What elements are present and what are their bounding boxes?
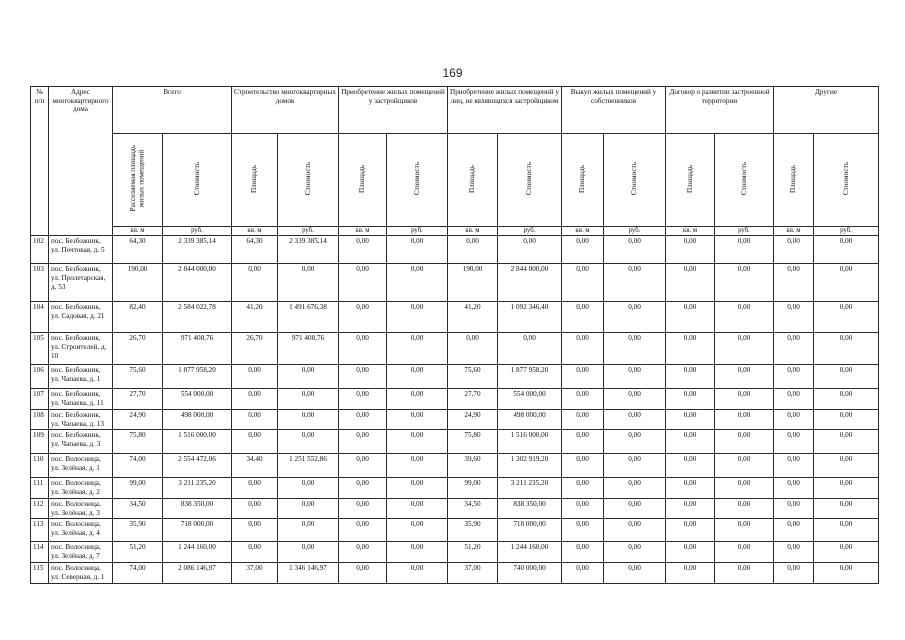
- table-row: [31, 236, 879, 264]
- subheader-cost: [278, 134, 339, 227]
- cost-value: 0,00: [387, 264, 448, 302]
- row-address: пос. Волосница, ул. Северная, д. 1: [49, 562, 113, 583]
- subheader-cost: [163, 134, 232, 227]
- cost-value: 718 000,00: [163, 519, 232, 542]
- cost-value: 2 844 000,00: [163, 264, 232, 302]
- cost-value: 718 000,00: [498, 519, 562, 542]
- table-row: [31, 519, 879, 542]
- cost-value: 2 554 472,06: [163, 454, 232, 478]
- area-value: 75,60: [113, 365, 163, 389]
- area-value: 64,30: [113, 236, 163, 264]
- cost-value: 554 000,00: [498, 389, 562, 410]
- area-value: 51,20: [113, 542, 163, 563]
- cost-value: 0,00: [278, 430, 339, 454]
- cost-value: 0,00: [715, 498, 774, 519]
- area-value: 0,00: [562, 264, 604, 302]
- cost-value: 0,00: [604, 302, 666, 333]
- area-value: 0,00: [666, 562, 715, 583]
- housing-resettlement-table: [30, 86, 879, 584]
- area-value: 0,00: [562, 409, 604, 430]
- cost-value: 0,00: [387, 519, 448, 542]
- area-value: 0,00: [774, 430, 814, 454]
- area-value: 0,00: [666, 519, 715, 542]
- area-value: 0,00: [666, 302, 715, 333]
- area-value: 0,00: [339, 498, 387, 519]
- cost-value: 0,00: [715, 264, 774, 302]
- cost-value: 0,00: [604, 236, 666, 264]
- cost-value: 0,00: [715, 333, 774, 365]
- header-address: Адрес многоквартирного дома: [49, 87, 113, 236]
- subheader-label: Стоимость: [303, 162, 312, 196]
- row-number: 112: [31, 498, 49, 519]
- cost-value: 971 408,76: [278, 333, 339, 365]
- cost-value: 0,00: [814, 478, 879, 499]
- cost-value: 3 211 235,20: [163, 478, 232, 499]
- area-value: 0,00: [232, 430, 278, 454]
- area-value: 0,00: [232, 498, 278, 519]
- cost-value: 0,00: [814, 389, 879, 410]
- cost-value: 1 877 958,20: [498, 365, 562, 389]
- subheader-area: [232, 134, 278, 227]
- area-value: 0,00: [339, 264, 387, 302]
- area-value: 74,00: [113, 454, 163, 478]
- area-value: 0,00: [774, 498, 814, 519]
- cost-value: 3 211 235,20: [498, 478, 562, 499]
- unit-cell: руб.: [814, 227, 879, 236]
- area-value: 0,00: [774, 478, 814, 499]
- area-value: 0,00: [666, 409, 715, 430]
- area-value: 0,00: [232, 519, 278, 542]
- cost-value: 838 350,00: [498, 498, 562, 519]
- cost-value: 0,00: [604, 365, 666, 389]
- area-value: 0,00: [666, 454, 715, 478]
- area-value: 0,00: [666, 365, 715, 389]
- cost-value: 1 516 000,00: [163, 430, 232, 454]
- unit-cell: руб.: [715, 227, 774, 236]
- subheader-cost: [814, 134, 879, 227]
- area-value: 64,30: [232, 236, 278, 264]
- table-row: [31, 454, 879, 478]
- area-value: 0,00: [774, 389, 814, 410]
- area-value: 0,00: [774, 562, 814, 583]
- cost-value: 0,00: [604, 430, 666, 454]
- table-row: [31, 562, 879, 583]
- area-value: 0,00: [448, 333, 498, 365]
- area-value: 0,00: [232, 409, 278, 430]
- cost-value: 0,00: [814, 562, 879, 583]
- cost-value: 0,00: [814, 519, 879, 542]
- subheader-label: Стоимость: [412, 162, 421, 196]
- cost-value: 2 339 385,14: [278, 236, 339, 264]
- cost-value: 0,00: [715, 236, 774, 264]
- row-number: 110: [31, 454, 49, 478]
- area-value: 0,00: [562, 519, 604, 542]
- table-row: [31, 365, 879, 389]
- area-value: 34,40: [232, 454, 278, 478]
- row-address: пос. Безбожник, ул. Чапаева, д. 3: [49, 430, 113, 454]
- area-value: 37,00: [232, 562, 278, 583]
- area-value: 0,00: [562, 236, 604, 264]
- cost-value: 0,00: [814, 498, 879, 519]
- subheader-label: Площадь: [789, 164, 798, 193]
- cost-value: 0,00: [715, 478, 774, 499]
- area-value: 0,00: [562, 389, 604, 410]
- area-value: 41,20: [232, 302, 278, 333]
- area-value: 0,00: [666, 498, 715, 519]
- cost-value: 0,00: [387, 409, 448, 430]
- row-number: 106: [31, 365, 49, 389]
- cost-value: 0,00: [814, 542, 879, 563]
- area-value: 0,00: [339, 430, 387, 454]
- cost-value: 0,00: [278, 365, 339, 389]
- row-address: пос. Безбожник, ул. Почтовая, д. 5: [49, 236, 113, 264]
- area-value: 99,00: [448, 478, 498, 499]
- header-group-total: Всего: [113, 87, 232, 134]
- area-value: 0,00: [774, 409, 814, 430]
- area-value: 75,80: [113, 430, 163, 454]
- cost-value: 0,00: [715, 519, 774, 542]
- area-value: 75,80: [448, 430, 498, 454]
- row-number: 114: [31, 542, 49, 563]
- area-value: 0,00: [562, 562, 604, 583]
- header-group-purchase-developers: Приобретение жилых помещений у застройщиков: [339, 87, 448, 134]
- area-value: 0,00: [339, 365, 387, 389]
- area-value: 190,00: [113, 264, 163, 302]
- header-group-purchase-non-developers: Приобретение жилых помещений у лиц, не являющихся застройщиком: [448, 87, 562, 134]
- area-value: 0,00: [339, 542, 387, 563]
- area-value: 0,00: [339, 562, 387, 583]
- area-value: 0,00: [774, 542, 814, 563]
- table-row: [31, 302, 879, 333]
- subheader-area: [774, 134, 814, 227]
- subheader-label: Стоимость: [739, 162, 748, 196]
- cost-value: 0,00: [604, 519, 666, 542]
- row-number: 107: [31, 389, 49, 410]
- area-value: 0,00: [232, 264, 278, 302]
- unit-cell: кв. м: [666, 227, 715, 236]
- subheader-area: [562, 134, 604, 227]
- cost-value: 1 516 000,00: [498, 430, 562, 454]
- table-row: [31, 498, 879, 519]
- subheader-cost: [604, 134, 666, 227]
- cost-value: 1 346 146,97: [278, 562, 339, 583]
- area-value: 0,00: [666, 542, 715, 563]
- cost-value: 0,00: [387, 498, 448, 519]
- area-value: 0,00: [562, 430, 604, 454]
- cost-value: 2 086 146,97: [163, 562, 232, 583]
- cost-value: 0,00: [278, 264, 339, 302]
- header-group-buyout: Выкуп жилых помещений у собственников: [562, 87, 666, 134]
- row-number: 108: [31, 409, 49, 430]
- table-row: [31, 264, 879, 302]
- row-address: пос. Волосница, ул. Зелёная, д. 3: [49, 498, 113, 519]
- header-group-construction: Строительство многоквартирных домов: [232, 87, 339, 134]
- row-address: пос. Безбожник, ул. Чапаева, д. 13: [49, 409, 113, 430]
- area-value: 0,00: [232, 365, 278, 389]
- row-number: 113: [31, 519, 49, 542]
- area-value: 0,00: [339, 519, 387, 542]
- cost-value: 0,00: [604, 409, 666, 430]
- area-value: 39,60: [448, 454, 498, 478]
- area-value: 34,50: [448, 498, 498, 519]
- area-value: 0,00: [666, 478, 715, 499]
- cost-value: 0,00: [715, 562, 774, 583]
- row-address: пос. Безбожник, ул. Пролетарская, д. 53: [49, 264, 113, 302]
- row-number: 105: [31, 333, 49, 365]
- area-value: 27,70: [113, 389, 163, 410]
- subheader-area: [113, 134, 163, 227]
- header-number: № п/п: [31, 87, 49, 236]
- cost-value: 0,00: [814, 264, 879, 302]
- area-value: 0,00: [562, 498, 604, 519]
- area-value: 0,00: [774, 454, 814, 478]
- cost-value: 0,00: [278, 478, 339, 499]
- cost-value: 0,00: [498, 333, 562, 365]
- area-value: 0,00: [339, 409, 387, 430]
- subheader-label: Площадь: [685, 164, 694, 193]
- cost-value: 0,00: [814, 409, 879, 430]
- cost-value: 0,00: [387, 389, 448, 410]
- area-value: 0,00: [666, 333, 715, 365]
- cost-value: 498 000,00: [163, 409, 232, 430]
- table-row: [31, 333, 879, 365]
- row-address: пос. Безбожник, ул. Строителей, д. 10: [49, 333, 113, 365]
- subheader-label: Стоимость: [841, 162, 850, 196]
- cost-value: 0,00: [604, 562, 666, 583]
- area-value: 26,70: [113, 333, 163, 365]
- cost-value: 2 584 022,78: [163, 302, 232, 333]
- cost-value: 0,00: [814, 236, 879, 264]
- row-number: 102: [31, 236, 49, 264]
- area-value: 0,00: [562, 542, 604, 563]
- area-value: 0,00: [666, 389, 715, 410]
- subheader-label: Площадь: [358, 164, 367, 193]
- area-value: 75,60: [448, 365, 498, 389]
- table-row: [31, 409, 879, 430]
- cost-value: 0,00: [814, 365, 879, 389]
- area-value: 0,00: [232, 542, 278, 563]
- row-number: 111: [31, 478, 49, 499]
- cost-value: 0,00: [814, 430, 879, 454]
- area-value: 0,00: [562, 333, 604, 365]
- cost-value: 0,00: [604, 454, 666, 478]
- area-value: 0,00: [232, 478, 278, 499]
- unit-cell: кв. м: [113, 227, 163, 236]
- subheader-label: Стоимость: [525, 162, 534, 196]
- unit-cell: кв. м: [232, 227, 278, 236]
- cost-value: 498 000,00: [498, 409, 562, 430]
- cost-value: 0,00: [278, 519, 339, 542]
- cost-value: 0,00: [814, 333, 879, 365]
- area-value: 41,20: [448, 302, 498, 333]
- cost-value: 0,00: [387, 454, 448, 478]
- cost-value: 0,00: [278, 498, 339, 519]
- area-value: 0,00: [774, 302, 814, 333]
- cost-value: 1 244 160,00: [498, 542, 562, 563]
- unit-cell: кв. м: [339, 227, 387, 236]
- cost-value: 0,00: [387, 478, 448, 499]
- subheader-cost: [498, 134, 562, 227]
- unit-cell: руб.: [387, 227, 448, 236]
- cost-value: 1 491 676,38: [278, 302, 339, 333]
- area-value: 0,00: [774, 236, 814, 264]
- cost-value: 0,00: [814, 302, 879, 333]
- subheader-label: Стоимость: [630, 162, 639, 196]
- area-value: 99,00: [113, 478, 163, 499]
- cost-value: 0,00: [278, 409, 339, 430]
- cost-value: 0,00: [387, 562, 448, 583]
- table-row: [31, 478, 879, 499]
- subheader-label: Расселяемая площадь жилых помещений: [129, 145, 146, 212]
- cost-value: 0,00: [604, 264, 666, 302]
- subheader-area: [339, 134, 387, 227]
- area-value: 0,00: [339, 302, 387, 333]
- cost-value: 0,00: [715, 542, 774, 563]
- area-value: 0,00: [339, 389, 387, 410]
- cost-value: 0,00: [387, 236, 448, 264]
- area-value: 35,90: [113, 519, 163, 542]
- area-value: 74,00: [113, 562, 163, 583]
- area-value: 0,00: [562, 365, 604, 389]
- cost-value: 971 408,76: [163, 333, 232, 365]
- unit-cell: кв. м: [774, 227, 814, 236]
- cost-value: 0,00: [604, 389, 666, 410]
- cost-value: 0,00: [387, 333, 448, 365]
- cost-value: 1 092 346,40: [498, 302, 562, 333]
- cost-value: 554 000,00: [163, 389, 232, 410]
- row-number: 115: [31, 562, 49, 583]
- page-number: 169: [442, 66, 463, 80]
- area-value: 34,50: [113, 498, 163, 519]
- area-value: 190,00: [448, 264, 498, 302]
- cost-value: 0,00: [814, 454, 879, 478]
- subheader-cost: [387, 134, 448, 227]
- cost-value: 1 877 958,20: [163, 365, 232, 389]
- cost-value: 0,00: [387, 542, 448, 563]
- unit-cell: кв. м: [562, 227, 604, 236]
- header-group-development-contract: Договор о развитии застроенной территории: [666, 87, 774, 134]
- cost-value: 0,00: [604, 498, 666, 519]
- cost-value: 0,00: [715, 430, 774, 454]
- row-address: пос. Безбожник, ул. Чапаева, д. 11: [49, 389, 113, 410]
- table-row: [31, 542, 879, 563]
- cost-value: 2 339 385,14: [163, 236, 232, 264]
- area-value: 0,00: [339, 454, 387, 478]
- table-row: [31, 389, 879, 410]
- unit-cell: кв. м: [448, 227, 498, 236]
- area-value: 24,90: [448, 409, 498, 430]
- area-value: 0,00: [666, 264, 715, 302]
- table-row: [31, 430, 879, 454]
- cost-value: 0,00: [387, 302, 448, 333]
- area-value: 0,00: [774, 264, 814, 302]
- cost-value: 0,00: [715, 389, 774, 410]
- header-group-other: Другие: [774, 87, 879, 134]
- row-number: 109: [31, 430, 49, 454]
- cost-value: 0,00: [715, 409, 774, 430]
- area-value: 0,00: [666, 236, 715, 264]
- area-value: 0,00: [774, 365, 814, 389]
- unit-cell: руб.: [278, 227, 339, 236]
- subheader-label: Площадь: [578, 164, 587, 193]
- subheader-label: Площадь: [250, 164, 259, 193]
- area-value: 82,40: [113, 302, 163, 333]
- subheader-label: Стоимость: [192, 162, 201, 196]
- row-address: пос. Волосница, ул. Зелёная, д. 2: [49, 478, 113, 499]
- area-value: 0,00: [774, 333, 814, 365]
- area-value: 0,00: [562, 302, 604, 333]
- area-value: 37,00: [448, 562, 498, 583]
- cost-value: 2 844 000,00: [498, 264, 562, 302]
- cost-value: 0,00: [604, 478, 666, 499]
- area-value: 27,70: [448, 389, 498, 410]
- area-value: 0,00: [562, 478, 604, 499]
- cost-value: 0,00: [715, 454, 774, 478]
- cost-value: 0,00: [715, 302, 774, 333]
- cost-value: 0,00: [278, 389, 339, 410]
- area-value: 0,00: [448, 236, 498, 264]
- subheader-label: Площадь: [468, 164, 477, 193]
- cost-value: 1 251 552,86: [278, 454, 339, 478]
- cost-value: 0,00: [498, 236, 562, 264]
- area-value: 51,20: [448, 542, 498, 563]
- area-value: 0,00: [339, 478, 387, 499]
- area-value: 0,00: [339, 236, 387, 264]
- area-value: 26,70: [232, 333, 278, 365]
- area-value: 0,00: [339, 333, 387, 365]
- row-address: пос. Волосница, ул. Зелёная, д. 1: [49, 454, 113, 478]
- cost-value: 740 000,00: [498, 562, 562, 583]
- cost-value: 838 350,00: [163, 498, 232, 519]
- cost-value: 0,00: [278, 542, 339, 563]
- subheader-area: [448, 134, 498, 227]
- row-address: пос. Безбожник, ул. Чапаева, д. 1: [49, 365, 113, 389]
- row-number: 104: [31, 302, 49, 333]
- cost-value: 1 302 919,20: [498, 454, 562, 478]
- unit-cell: руб.: [163, 227, 232, 236]
- cost-value: 0,00: [604, 542, 666, 563]
- cost-value: 0,00: [715, 365, 774, 389]
- cost-value: 0,00: [604, 333, 666, 365]
- unit-cell: руб.: [498, 227, 562, 236]
- area-value: 0,00: [774, 519, 814, 542]
- row-address: пос. Волосница, ул. Зелёная, д. 4: [49, 519, 113, 542]
- area-value: 24,90: [113, 409, 163, 430]
- subheader-area: [666, 134, 715, 227]
- unit-cell: руб.: [604, 227, 666, 236]
- area-value: 0,00: [232, 389, 278, 410]
- area-value: 0,00: [562, 454, 604, 478]
- cost-value: 0,00: [387, 365, 448, 389]
- area-value: 0,00: [666, 430, 715, 454]
- area-value: 35,90: [448, 519, 498, 542]
- row-address: пос. Безбожник, ул. Садовая, д. 21: [49, 302, 113, 333]
- cost-value: 0,00: [387, 430, 448, 454]
- row-address: пос. Волосница, ул. Зелёная, д. 7: [49, 542, 113, 563]
- row-number: 103: [31, 264, 49, 302]
- cost-value: 1 244 160,00: [163, 542, 232, 563]
- subheader-cost: [715, 134, 774, 227]
